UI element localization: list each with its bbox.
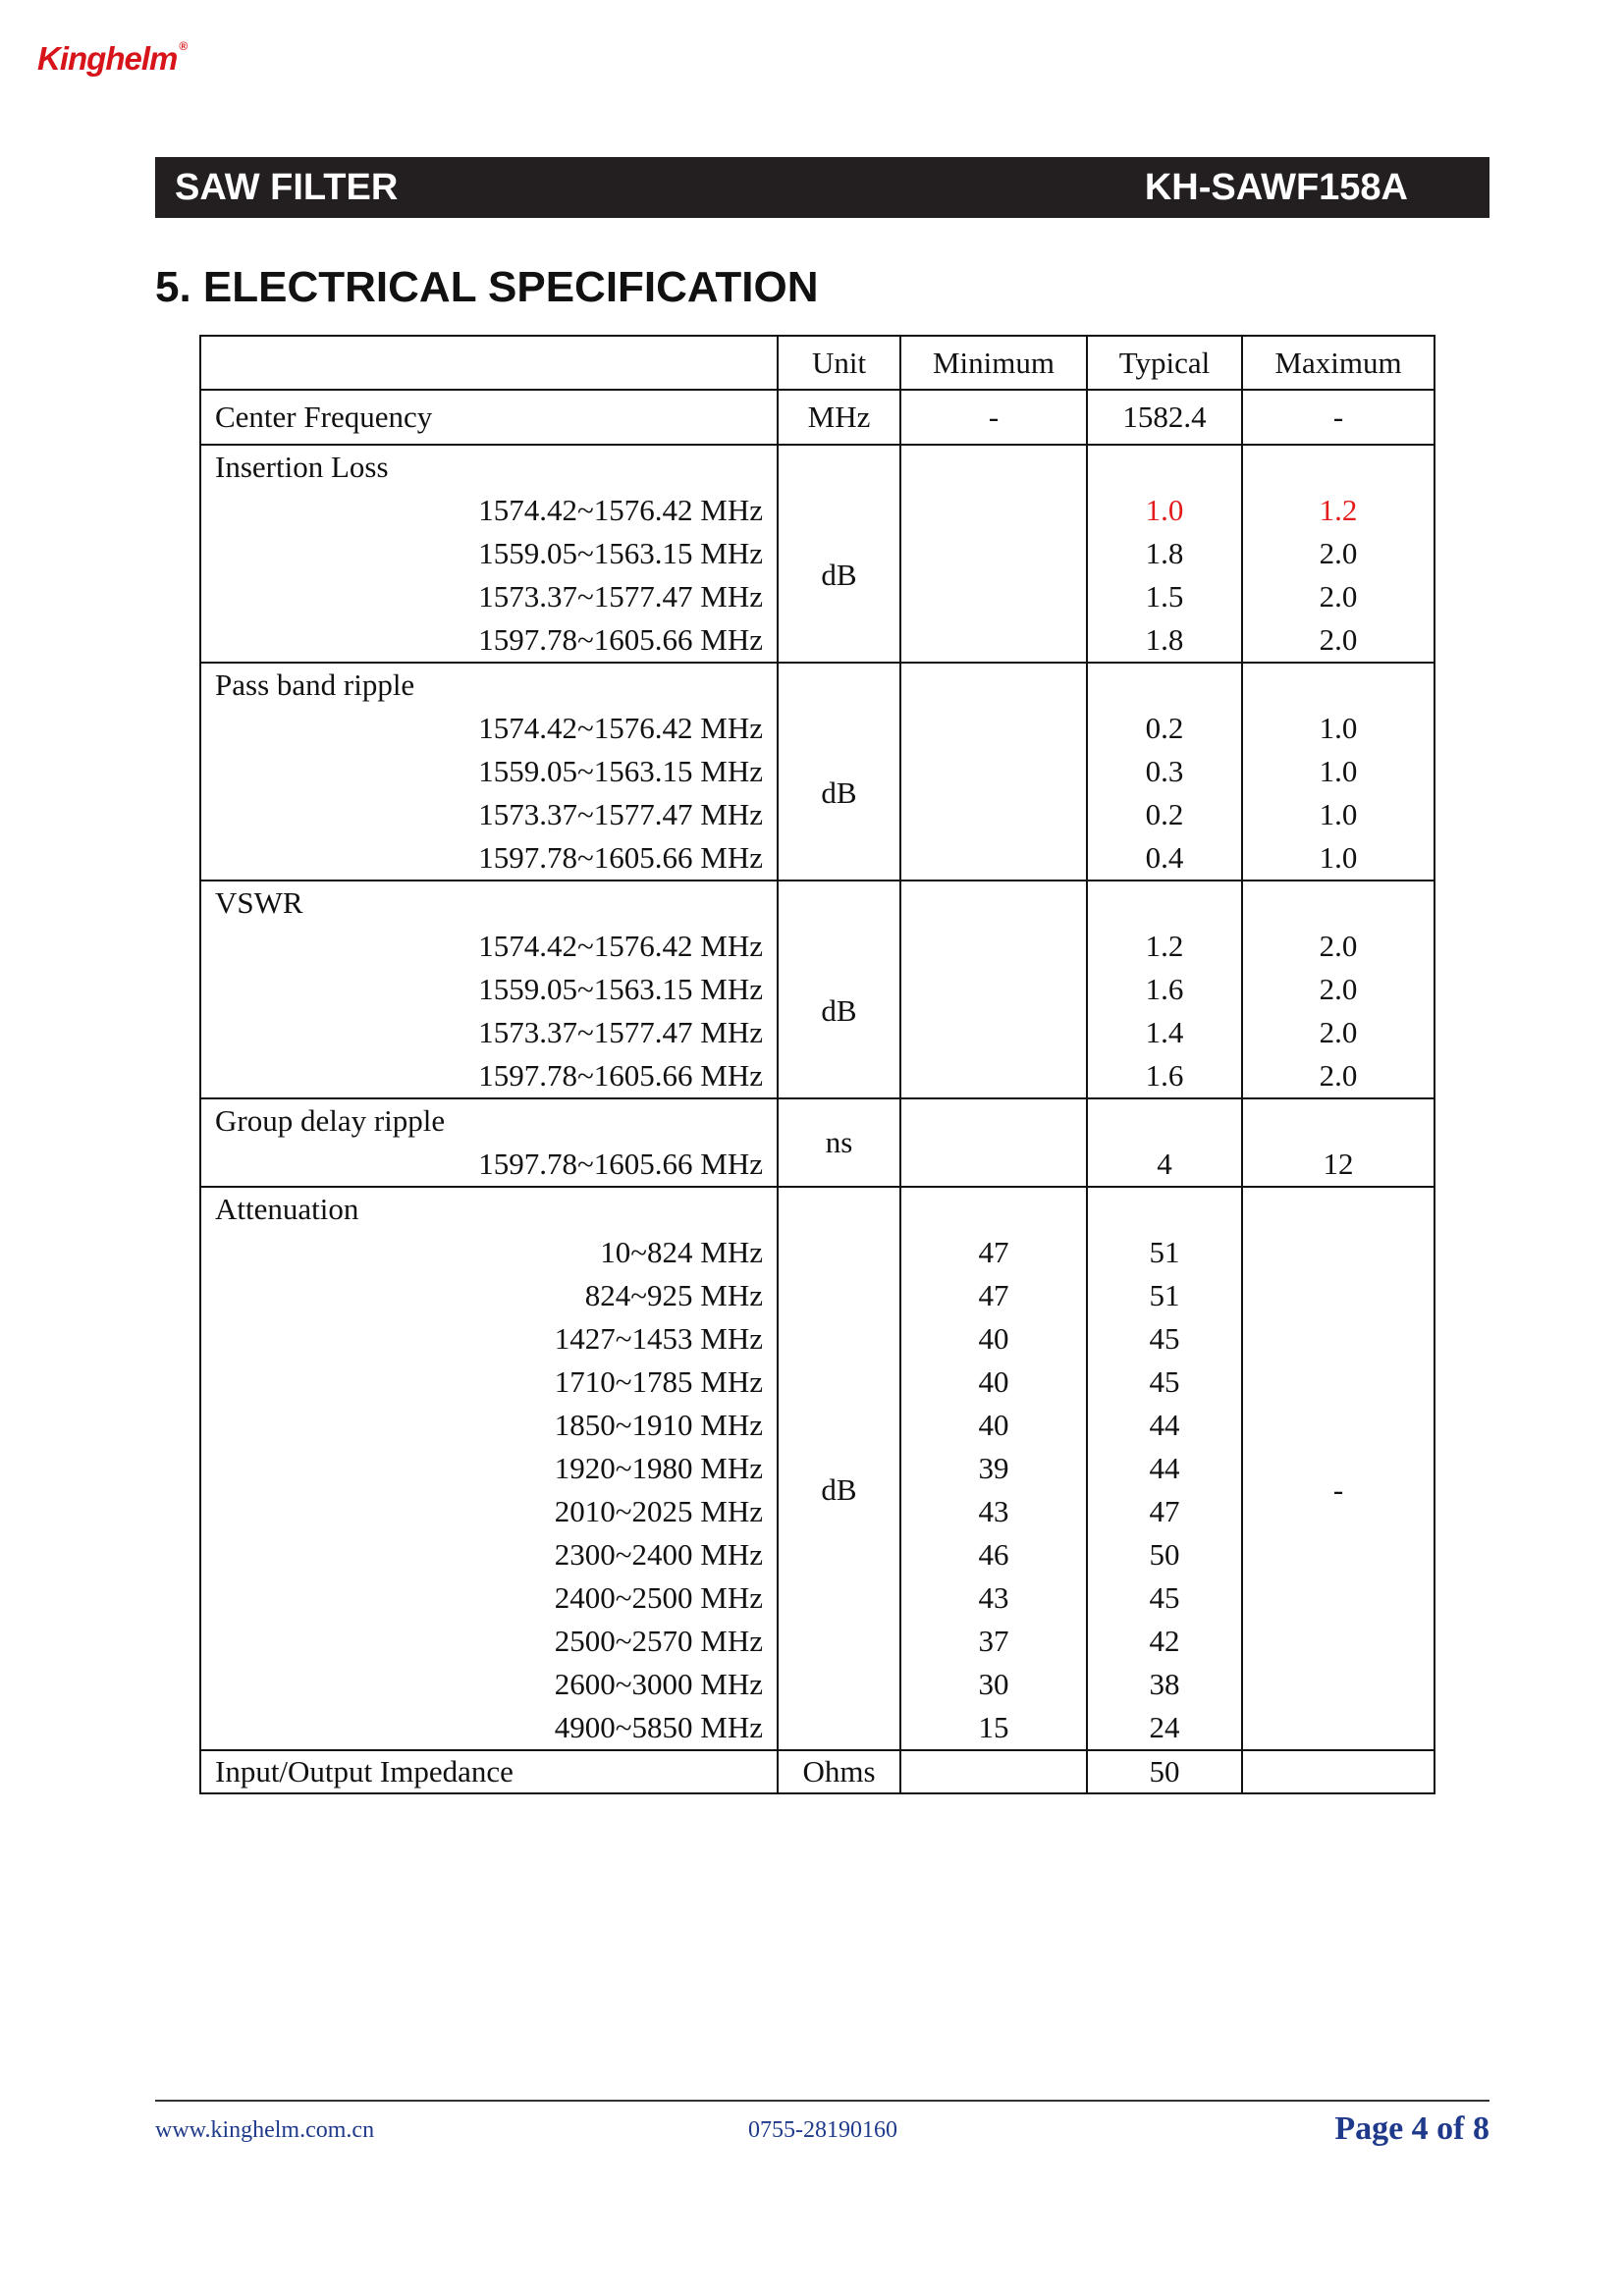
band-label: 1710~1785 MHz: [554, 1364, 763, 1399]
typ-value: 1.8: [1145, 622, 1184, 657]
band-label: 2600~3000 MHz: [554, 1667, 763, 1701]
unit-cell: dB: [778, 881, 900, 1098]
band-label: 1850~1910 MHz: [554, 1408, 763, 1442]
param-label: Group delay ripple: [215, 1103, 446, 1138]
max-value: 2.0: [1319, 972, 1358, 1006]
typ-value: 0.4: [1145, 840, 1184, 875]
param-block: [200, 1187, 778, 1750]
typ-cell: [1087, 1187, 1242, 1750]
row-attenuation: [200, 1187, 1435, 1750]
footer-divider: [155, 2100, 1489, 2102]
band-label: 1574.42~1576.42 MHz: [478, 929, 763, 963]
typ-value: 44: [1149, 1451, 1180, 1485]
min-value: 47: [978, 1235, 1009, 1269]
min-value: 40: [978, 1321, 1009, 1356]
typ-cell: [1087, 445, 1242, 663]
row-impedance: [200, 1750, 1435, 1793]
min-value: 43: [978, 1580, 1009, 1615]
band-label: 1559.05~1563.15 MHz: [478, 754, 763, 788]
typ-value: 44: [1149, 1408, 1180, 1442]
typ-value: 50: [1149, 1537, 1180, 1572]
min-value: 15: [978, 1710, 1009, 1744]
typ-value: 45: [1149, 1364, 1180, 1399]
typ-value: 38: [1149, 1667, 1180, 1701]
max-value: 2.0: [1319, 929, 1358, 963]
band-label: 1597.78~1605.66 MHz: [478, 1058, 763, 1093]
max-value: 2.0: [1319, 1058, 1358, 1093]
param-label: Input/Output Impedance: [200, 1750, 778, 1793]
spec-table: [199, 335, 1435, 1794]
typ-value: 1.6: [1145, 972, 1184, 1006]
row-insertion-loss: [200, 445, 1435, 663]
max-value: 2.0: [1319, 1015, 1358, 1049]
band-label: 10~824 MHz: [600, 1235, 763, 1269]
band-label: 2010~2025 MHz: [554, 1494, 763, 1528]
max-value: 2.0: [1319, 536, 1358, 570]
min-cell: [900, 1750, 1087, 1793]
typ-cell: 1582.4: [1087, 390, 1242, 445]
header-maximum: Maximum: [1242, 336, 1435, 390]
param-block: [200, 881, 778, 1098]
section-title: 5. ELECTRICAL SPECIFICATION: [155, 263, 819, 311]
header-param: [200, 336, 778, 390]
max-value: 1.0: [1319, 711, 1358, 745]
max-value: 1.0: [1319, 797, 1358, 831]
footer-website: www.kinghelm.com.cn: [155, 2117, 375, 2143]
max-cell: -: [1242, 1187, 1435, 1750]
max-value: 1.2: [1319, 493, 1358, 527]
max-cell: [1242, 445, 1435, 663]
typ-value: 42: [1149, 1624, 1180, 1658]
band-label: 2300~2400 MHz: [554, 1537, 763, 1572]
min-value: 40: [978, 1408, 1009, 1442]
band-label: 1559.05~1563.15 MHz: [478, 536, 763, 570]
min-value: 47: [978, 1278, 1009, 1312]
row-center-frequency: [200, 390, 1435, 445]
min-cell: [900, 1098, 1087, 1187]
typ-cell: [1087, 881, 1242, 1098]
typ-value: 1.4: [1145, 1015, 1184, 1049]
unit-cell: MHz: [778, 390, 900, 445]
typ-value: 0.2: [1145, 797, 1184, 831]
typ-value: 51: [1149, 1278, 1180, 1312]
min-value: 40: [978, 1364, 1009, 1399]
typ-value: 1.6: [1145, 1058, 1184, 1093]
row-vswr: [200, 881, 1435, 1098]
band-label: 4900~5850 MHz: [554, 1710, 763, 1744]
typ-value: 1.2: [1145, 929, 1184, 963]
typ-cell: [1087, 663, 1242, 881]
max-value: 1.0: [1319, 840, 1358, 875]
band-label: 1597.78~1605.66 MHz: [478, 840, 763, 875]
banner-part-number: KH-SAWF158A: [1144, 166, 1408, 208]
header-minimum: Minimum: [900, 336, 1087, 390]
param-label: Center Frequency: [200, 390, 778, 445]
param-label: Attenuation: [215, 1192, 359, 1226]
typ-value: 1.8: [1145, 536, 1184, 570]
brand-logo: Kinghelm ®: [37, 39, 188, 77]
param-label: VSWR: [215, 885, 303, 920]
page-number: Page 4 of 8: [1334, 2110, 1489, 2147]
band-label: 1920~1980 MHz: [554, 1451, 763, 1485]
min-cell: [900, 1187, 1087, 1750]
band-label: 1597.78~1605.66 MHz: [478, 1147, 763, 1181]
band-label: 1559.05~1563.15 MHz: [478, 972, 763, 1006]
typ-value: 4: [1157, 1147, 1172, 1181]
band-label: 1573.37~1577.47 MHz: [478, 1015, 763, 1049]
max-value: 12: [1323, 1147, 1354, 1181]
band-label: 1574.42~1576.42 MHz: [478, 493, 763, 527]
max-cell: [1242, 663, 1435, 881]
max-cell: [1242, 1750, 1435, 1793]
param-block: [200, 663, 778, 881]
unit-cell: Ohms: [778, 1750, 900, 1793]
max-cell: [1242, 1098, 1435, 1187]
min-cell: [900, 445, 1087, 663]
typ-cell: [1087, 1098, 1242, 1187]
typ-value: 0.2: [1145, 711, 1184, 745]
min-value: 37: [978, 1624, 1009, 1658]
band-label: 1427~1453 MHz: [554, 1321, 763, 1356]
typ-value: 51: [1149, 1235, 1180, 1269]
banner-product-type: SAW FILTER: [175, 166, 399, 208]
typ-value: 0.3: [1145, 754, 1184, 788]
typ-value: 45: [1149, 1580, 1180, 1615]
min-value: 46: [978, 1537, 1009, 1572]
min-value: 43: [978, 1494, 1009, 1528]
max-value: 1.0: [1319, 754, 1358, 788]
band-label: 824~925 MHz: [584, 1278, 763, 1312]
row-pass-band-ripple: [200, 663, 1435, 881]
unit-cell: dB: [778, 445, 900, 663]
header-typical: Typical: [1087, 336, 1242, 390]
band-label: 1597.78~1605.66 MHz: [478, 622, 763, 657]
unit-cell: dB: [778, 1187, 900, 1750]
param-block: [200, 1098, 778, 1187]
param-label: Pass band ripple: [215, 667, 415, 702]
typ-value: 24: [1149, 1710, 1180, 1744]
typ-value: 1.5: [1145, 579, 1184, 614]
min-value: 39: [978, 1451, 1009, 1485]
typ-value: 47: [1149, 1494, 1180, 1528]
param-block: [200, 445, 778, 663]
band-label: 2500~2570 MHz: [554, 1624, 763, 1658]
unit-cell: ns: [778, 1098, 900, 1187]
band-label: 2400~2500 MHz: [554, 1580, 763, 1615]
band-label: 1573.37~1577.47 MHz: [478, 579, 763, 614]
band-label: 1574.42~1576.42 MHz: [478, 711, 763, 745]
header-unit: Unit: [778, 336, 900, 390]
unit-cell: dB: [778, 663, 900, 881]
row-group-delay-ripple: [200, 1098, 1435, 1187]
max-cell: [1242, 881, 1435, 1098]
min-cell: -: [900, 390, 1087, 445]
typ-value: 1.0: [1145, 493, 1184, 527]
band-label: 1573.37~1577.47 MHz: [478, 797, 763, 831]
max-cell: -: [1242, 390, 1435, 445]
max-value: 2.0: [1319, 622, 1358, 657]
table-header-row: [200, 336, 1435, 390]
min-cell: [900, 881, 1087, 1098]
footer-phone: 0755-28190160: [748, 2117, 897, 2143]
param-label: Insertion Loss: [215, 450, 389, 484]
typ-value: 45: [1149, 1321, 1180, 1356]
title-banner: [155, 157, 1489, 218]
max-value: 2.0: [1319, 579, 1358, 614]
min-cell: [900, 663, 1087, 881]
min-value: 30: [978, 1667, 1009, 1701]
typ-cell: 50: [1087, 1750, 1242, 1793]
